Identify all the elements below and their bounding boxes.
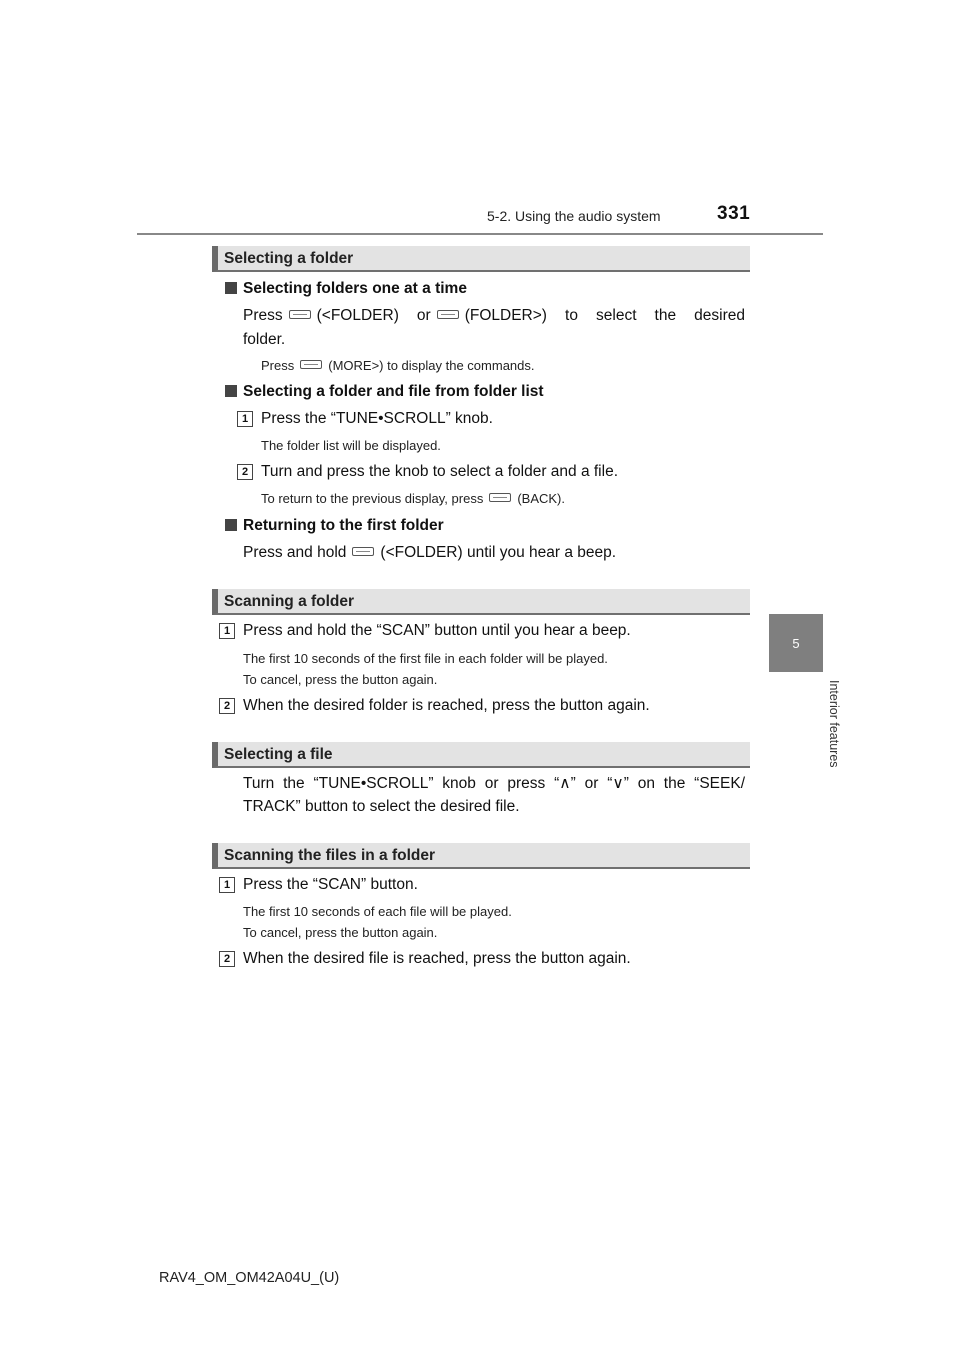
- instruction-line: [243, 307, 745, 325]
- note-line: The first 10 seconds of each file will be played.: [243, 904, 512, 919]
- step-number: 2: [219, 698, 235, 714]
- back-button-icon: [489, 493, 511, 502]
- square-bullet-icon: [225, 282, 237, 294]
- step-text: Press the “TUNE•SCROLL” knob.: [261, 410, 493, 427]
- text: (<FOLDER) until you hear a beep.: [380, 544, 617, 561]
- subheading-first-folder: [225, 517, 444, 535]
- step-text: When the desired file is reached, press the button again.: [243, 950, 631, 967]
- text: Press and hold: [243, 544, 347, 561]
- note-line: The folder list will be displayed.: [261, 438, 441, 453]
- section-heading-scanning-files: [212, 843, 750, 869]
- chapter-number: 5: [792, 635, 800, 651]
- section-heading-text: Scanning the files in a folder: [224, 847, 436, 864]
- note-line: [261, 358, 535, 373]
- folder-back-button-icon: [289, 310, 311, 319]
- text: To return to the previous display, press: [261, 491, 484, 506]
- document-code: RAV4_OM_OM42A04U_(U): [159, 1270, 340, 1286]
- text: (FOLDER>) to select the desired: [464, 307, 745, 324]
- instruction-line: Turn the “TUNE•SCROLL” knob or press “∧” or “∨” on the “SEEK/: [243, 775, 745, 792]
- instruction-line: TRACK” button to select the desired file.: [243, 798, 520, 815]
- note-line: The first 10 seconds of the first file in each folder will be played.: [243, 651, 608, 666]
- running-header-section: 5-2. Using the audio system: [487, 208, 661, 224]
- note-line: To cancel, press the button again.: [243, 925, 438, 940]
- text: (BACK).: [517, 491, 565, 506]
- section-heading-text: Selecting a file: [224, 746, 333, 763]
- step-text: When the desired folder is reached, press the button again.: [243, 697, 650, 714]
- instruction-line: [243, 544, 616, 562]
- text: Press: [243, 307, 283, 324]
- step-text: Press and hold the “SCAN” button until you hear a beep.: [243, 622, 631, 639]
- step-number: 1: [237, 411, 253, 427]
- subheading-text: Returning to the first folder: [243, 517, 444, 534]
- note-line: To cancel, press the button again.: [243, 672, 438, 687]
- chapter-tab: [769, 614, 823, 672]
- square-bullet-icon: [225, 519, 237, 531]
- section-heading-text: Scanning a folder: [224, 593, 355, 610]
- section-heading-scanning-folder: [212, 589, 750, 615]
- subheading-text: Selecting folders one at a time: [243, 280, 467, 297]
- more-button-icon: [300, 360, 322, 369]
- step-number: 1: [219, 623, 235, 639]
- instruction-line: folder.: [243, 331, 286, 348]
- subheading-one-at-a-time: [225, 280, 467, 298]
- step-number: 2: [219, 951, 235, 967]
- section-heading-selecting-file: [212, 742, 750, 768]
- text: (<FOLDER) or: [316, 307, 431, 324]
- step-number: 2: [237, 464, 253, 480]
- section-heading-selecting-folder: [212, 246, 750, 272]
- text: Press: [261, 358, 295, 373]
- note-line: [261, 491, 565, 506]
- header-rule: [137, 233, 823, 235]
- folder-back-button-icon: [352, 547, 374, 556]
- text: (MORE>) to display the commands.: [328, 358, 535, 373]
- page-number: 331: [717, 203, 751, 224]
- step-text: Turn and press the knob to select a folder and a file.: [261, 463, 618, 480]
- chapter-title: Interior features: [827, 680, 841, 768]
- subheading-text: Selecting a folder and file from folder list: [243, 383, 544, 400]
- square-bullet-icon: [225, 385, 237, 397]
- section-heading-text: Selecting a folder: [224, 250, 354, 267]
- subheading-from-list: [225, 383, 544, 401]
- folder-next-button-icon: [437, 310, 459, 319]
- step-text: Press the “SCAN” button.: [243, 876, 418, 893]
- step-number: 1: [219, 877, 235, 893]
